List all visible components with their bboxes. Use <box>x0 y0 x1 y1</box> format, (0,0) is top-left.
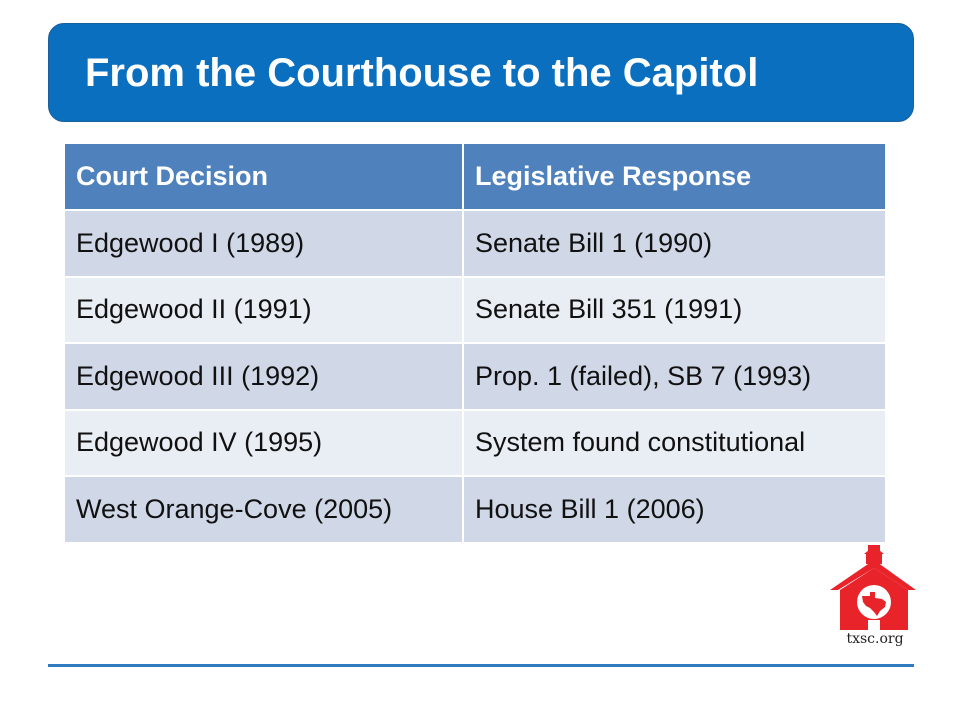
slide-title: From the Courthouse to the Capitol <box>85 51 759 95</box>
legislative-response-cell: System found constitutional <box>463 410 886 477</box>
table-row <box>65 343 886 410</box>
header-legislative-response: Legislative Response <box>463 144 886 210</box>
table-row <box>65 277 886 344</box>
court-legislation-table <box>65 144 887 544</box>
court-decision-cell: Edgewood IV (1995) <box>65 410 463 477</box>
table-row <box>65 476 886 543</box>
court-decision-cell: West Orange-Cove (2005) <box>65 476 463 543</box>
court-decision-cell: Edgewood I (1989) <box>65 210 463 277</box>
logo-caption: txsc.org <box>846 631 904 647</box>
legislative-response-cell: Senate Bill 351 (1991) <box>463 277 886 344</box>
court-decision-cell: Edgewood II (1991) <box>65 277 463 344</box>
table-row <box>65 410 886 477</box>
court-decision-cell: Edgewood III (1992) <box>65 343 463 410</box>
title-bar <box>48 23 914 122</box>
legislative-response-cell: Prop. 1 (failed), SB 7 (1993) <box>463 343 886 410</box>
bottom-divider <box>48 664 914 667</box>
legislative-response-cell: Senate Bill 1 (1990) <box>463 210 886 277</box>
table-row <box>65 210 886 277</box>
legislative-response-cell: House Bill 1 (2006) <box>463 476 886 543</box>
header-court-decision: Court Decision <box>65 144 463 210</box>
table-header-row <box>65 144 886 210</box>
